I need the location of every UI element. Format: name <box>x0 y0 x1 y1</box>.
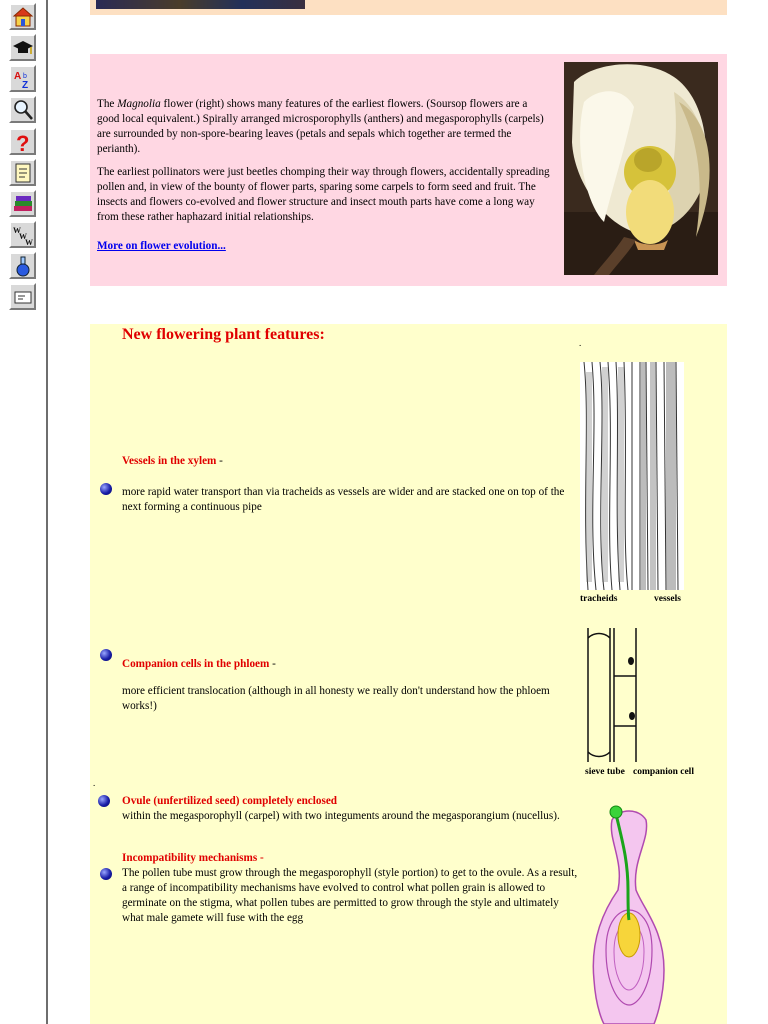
notes-button[interactable] <box>9 159 36 186</box>
svg-text:b: b <box>23 73 27 80</box>
magnolia-text <box>97 97 552 262</box>
sieve-tube-caption: sieve tube <box>585 767 625 777</box>
flask-icon <box>12 255 34 277</box>
vessels-caption: vessels <box>654 594 681 604</box>
svg-text:A: A <box>14 71 22 82</box>
a-z-index-icon <box>12 68 34 90</box>
navigation-toolbar <box>0 0 48 1024</box>
mail-icon <box>12 286 34 308</box>
search-button[interactable] <box>9 96 36 123</box>
svg-text:W: W <box>25 238 33 246</box>
svg-text:Z: Z <box>22 80 29 90</box>
companion-cell-caption: companion cell <box>633 767 694 777</box>
xylem-title: Vessels in the xylem <box>122 455 217 467</box>
bullet-icon <box>100 649 112 661</box>
home-button[interactable] <box>9 3 36 30</box>
contact-button[interactable] <box>9 283 36 310</box>
bullet-icon <box>100 483 112 495</box>
tutorial-button[interactable] <box>9 34 36 61</box>
books-icon <box>12 193 34 215</box>
svg-text:W: W <box>13 226 21 235</box>
phloem-text: more efficient translocation (although in all honesty we really don't understand how the phloem works!) <box>122 685 550 712</box>
bullet-icon <box>100 868 112 880</box>
lab-button[interactable] <box>9 252 36 279</box>
magnolia-flower-photo <box>564 62 718 275</box>
svg-text:?: ? <box>16 131 30 153</box>
features-heading: New flowering plant features: <box>122 326 325 343</box>
library-button[interactable] <box>9 190 36 217</box>
pistil-pollen-tube-drawing <box>584 800 674 1024</box>
magnolia-paragraph-1: The Magnolia flower (right) shows many features of the earliest flowers. (Soursop flowers are a good local equivalent.) Spirally arranged microsporophylls (anthers) and megasporophylls (carpels) are surrounded by non-spore-bearing leaves (petals and sepals which together are termed the perianth). <box>97 98 544 155</box>
toolbar-divider <box>46 0 48 1024</box>
bullet-icon <box>98 795 110 807</box>
phloem-title-line: Companion cells in the phloem - <box>122 658 276 670</box>
ovule-title: Ovule (unfertilized seed) completely enclosed <box>122 795 338 807</box>
graduation-cap-icon <box>12 37 34 59</box>
incompatibility-text: The pollen tube must grow through the megasporophyll (style portion) to get to the ovule. As a result, a range of incompatibility mechanisms have evolved to control what pollen grain is allowed to germinate on the stigma, what pollen tubes are permitted to grow through the style and ultimately what male gamete will fuse with the egg <box>122 867 578 924</box>
spacer-dot: . <box>579 338 582 348</box>
xylem-text: more rapid water transport than via tracheids as vessels are wider and are stacked one on top of the next forming a continuous pipe <box>122 486 565 513</box>
tracheids-caption: tracheids <box>580 594 618 604</box>
magnolia-paragraph-2: The earliest pollinators were just beetles chomping their way through flowers, accidentally spreading pollen and, in view of the bounty of flower parts, sparing some carpels to form seed and fruit. The insects and flowers co-evolved and flower structure and insect mouth parts have come a long way from these rather haphazard initial relationships. <box>97 166 550 223</box>
help-button[interactable] <box>9 128 36 155</box>
svg-text:W: W <box>19 232 27 241</box>
help-icon <box>12 131 34 153</box>
ovule-text: within the megasporophyll (carpel) with two integuments around the megasporangium (nucellus). <box>122 810 560 822</box>
web-links-button[interactable] <box>9 221 36 248</box>
www-icon <box>12 224 34 246</box>
notes-icon <box>12 162 34 184</box>
magnolia-genus-name: Magnolia <box>117 98 161 110</box>
search-icon <box>12 99 34 121</box>
home-icon <box>12 6 34 28</box>
phloem-cells-drawing <box>584 626 642 764</box>
xylem-vessels-drawing <box>580 362 684 590</box>
phloem-title: Companion cells in the phloem <box>122 658 270 670</box>
incompatibility-title: Incompatibility mechanisms - <box>122 852 264 864</box>
spacer-dot: . <box>93 778 96 788</box>
xylem-title-line: Vessels in the xylem - <box>122 455 223 467</box>
index-button[interactable] <box>9 65 36 92</box>
flower-evolution-link[interactable]: More on flower evolution... <box>97 240 226 252</box>
previous-section-image <box>96 0 305 9</box>
